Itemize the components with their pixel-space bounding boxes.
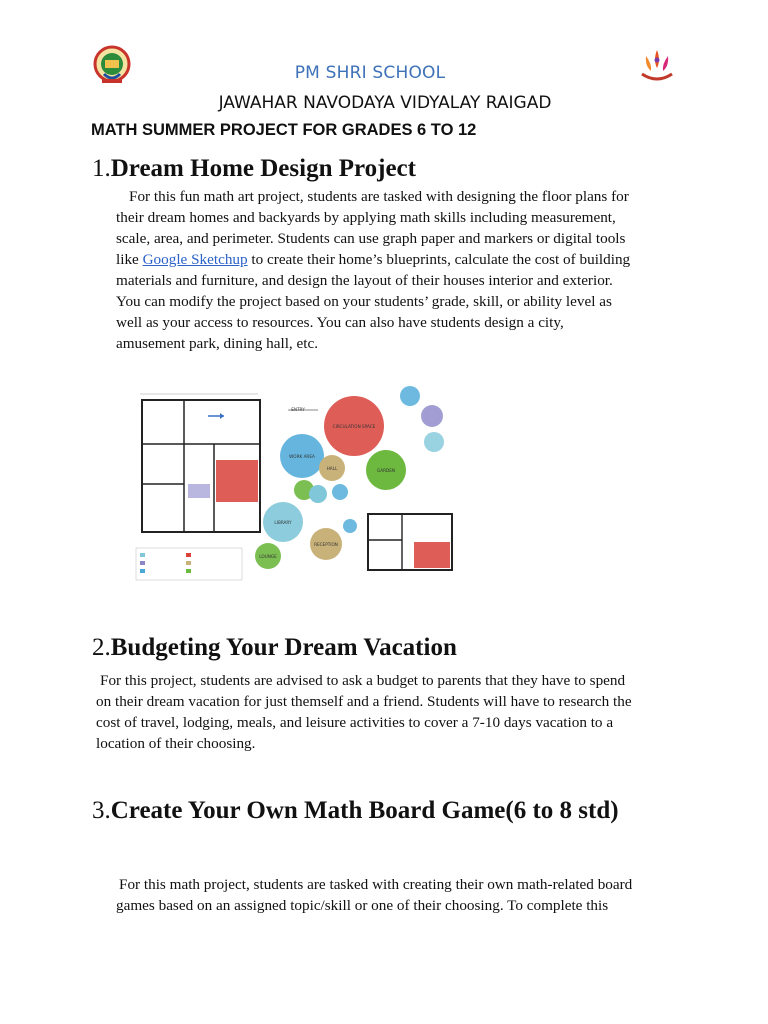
bubble-label-work-area: WORK AREA: [289, 454, 315, 459]
body-line: materials and furniture, and design the layout of their houses interior and exterior.: [116, 272, 613, 289]
floor-plan: [136, 394, 260, 580]
body-line: their dream homes and backyards by applying math skills including measurement,: [116, 209, 616, 226]
body-line: cost of travel, lodging, meals, and leisure activities to cover a 7-10 days vacation to a: [96, 714, 614, 731]
body-line-rest: to create their home’s blueprints, calculate the cost of building: [251, 251, 631, 268]
section-2-heading: [92, 634, 457, 662]
body-line: You can modify the project based on your students’ grade, skill, or ability level as: [116, 293, 612, 310]
body-line: amusement park, dining hall, etc.: [116, 335, 319, 352]
section-1-body: [116, 186, 630, 354]
bubble-label-reception: RECEPTION: [314, 542, 338, 547]
bubble-label-circulation: CIRCULATION SPACE: [332, 424, 376, 429]
section-2-body: [96, 670, 632, 754]
section-2-number: 2.: [92, 634, 111, 661]
section-3-body: [116, 874, 632, 916]
section-3-number: 3.: [92, 797, 111, 824]
section-1-title: Dream Home Design Project: [110, 155, 416, 182]
bubble-label-garden: GARDEN: [376, 468, 396, 473]
section-3-heading: [92, 797, 619, 825]
bubble-label-lounge: LOUNGE: [259, 554, 277, 559]
body-line: on their dream vacation for just themself and a friend. Students will have to research the: [96, 693, 632, 710]
body-line: games based on an assigned topic/skill or one of their choosing. To complete this: [116, 897, 609, 914]
section-1-heading: [92, 155, 416, 183]
body-line-with-link: [116, 249, 630, 270]
section-3-title: Create Your Own Math Board Game(6 to 8 std): [110, 797, 619, 824]
school-name: PM SHRI SCHOOL: [294, 63, 446, 83]
bubble-label-entry: ENTRY: [291, 407, 305, 412]
floor-plan-bubble-diagram: [118, 376, 478, 592]
body-line: well as your access to resources. You can also have students design a city,: [116, 314, 564, 331]
link-prefix: like: [116, 251, 143, 268]
body-line: location of their choosing.: [96, 735, 256, 752]
bubble-label-hall: HALL: [326, 466, 338, 471]
body-line: scale, area, and perimeter. Students can use graph paper and markers or digital tools: [116, 230, 626, 247]
body-line: For this project, students are advised to ask a budget to parents that they have to spend: [100, 672, 626, 689]
school-subtitle: JAWAHAR NAVODAYA VIDYALAY RAIGAD: [218, 93, 552, 113]
project-title: MATH SUMMER PROJECT FOR GRADES 6 TO 12: [91, 121, 477, 139]
bubble-label-library: LIBRARY: [274, 520, 292, 525]
section-2-title: Budgeting Your Dream Vacation: [110, 634, 457, 661]
body-line: For this math project, students are tasked with creating their own math-related board: [119, 876, 633, 893]
section-1-number: 1.: [92, 155, 111, 182]
google-sketchup-link[interactable]: Google Sketchup: [142, 251, 248, 268]
body-line: For this fun math art project, students are tasked with designing the floor plans for: [129, 188, 629, 205]
small-floor-plan: [368, 514, 452, 570]
